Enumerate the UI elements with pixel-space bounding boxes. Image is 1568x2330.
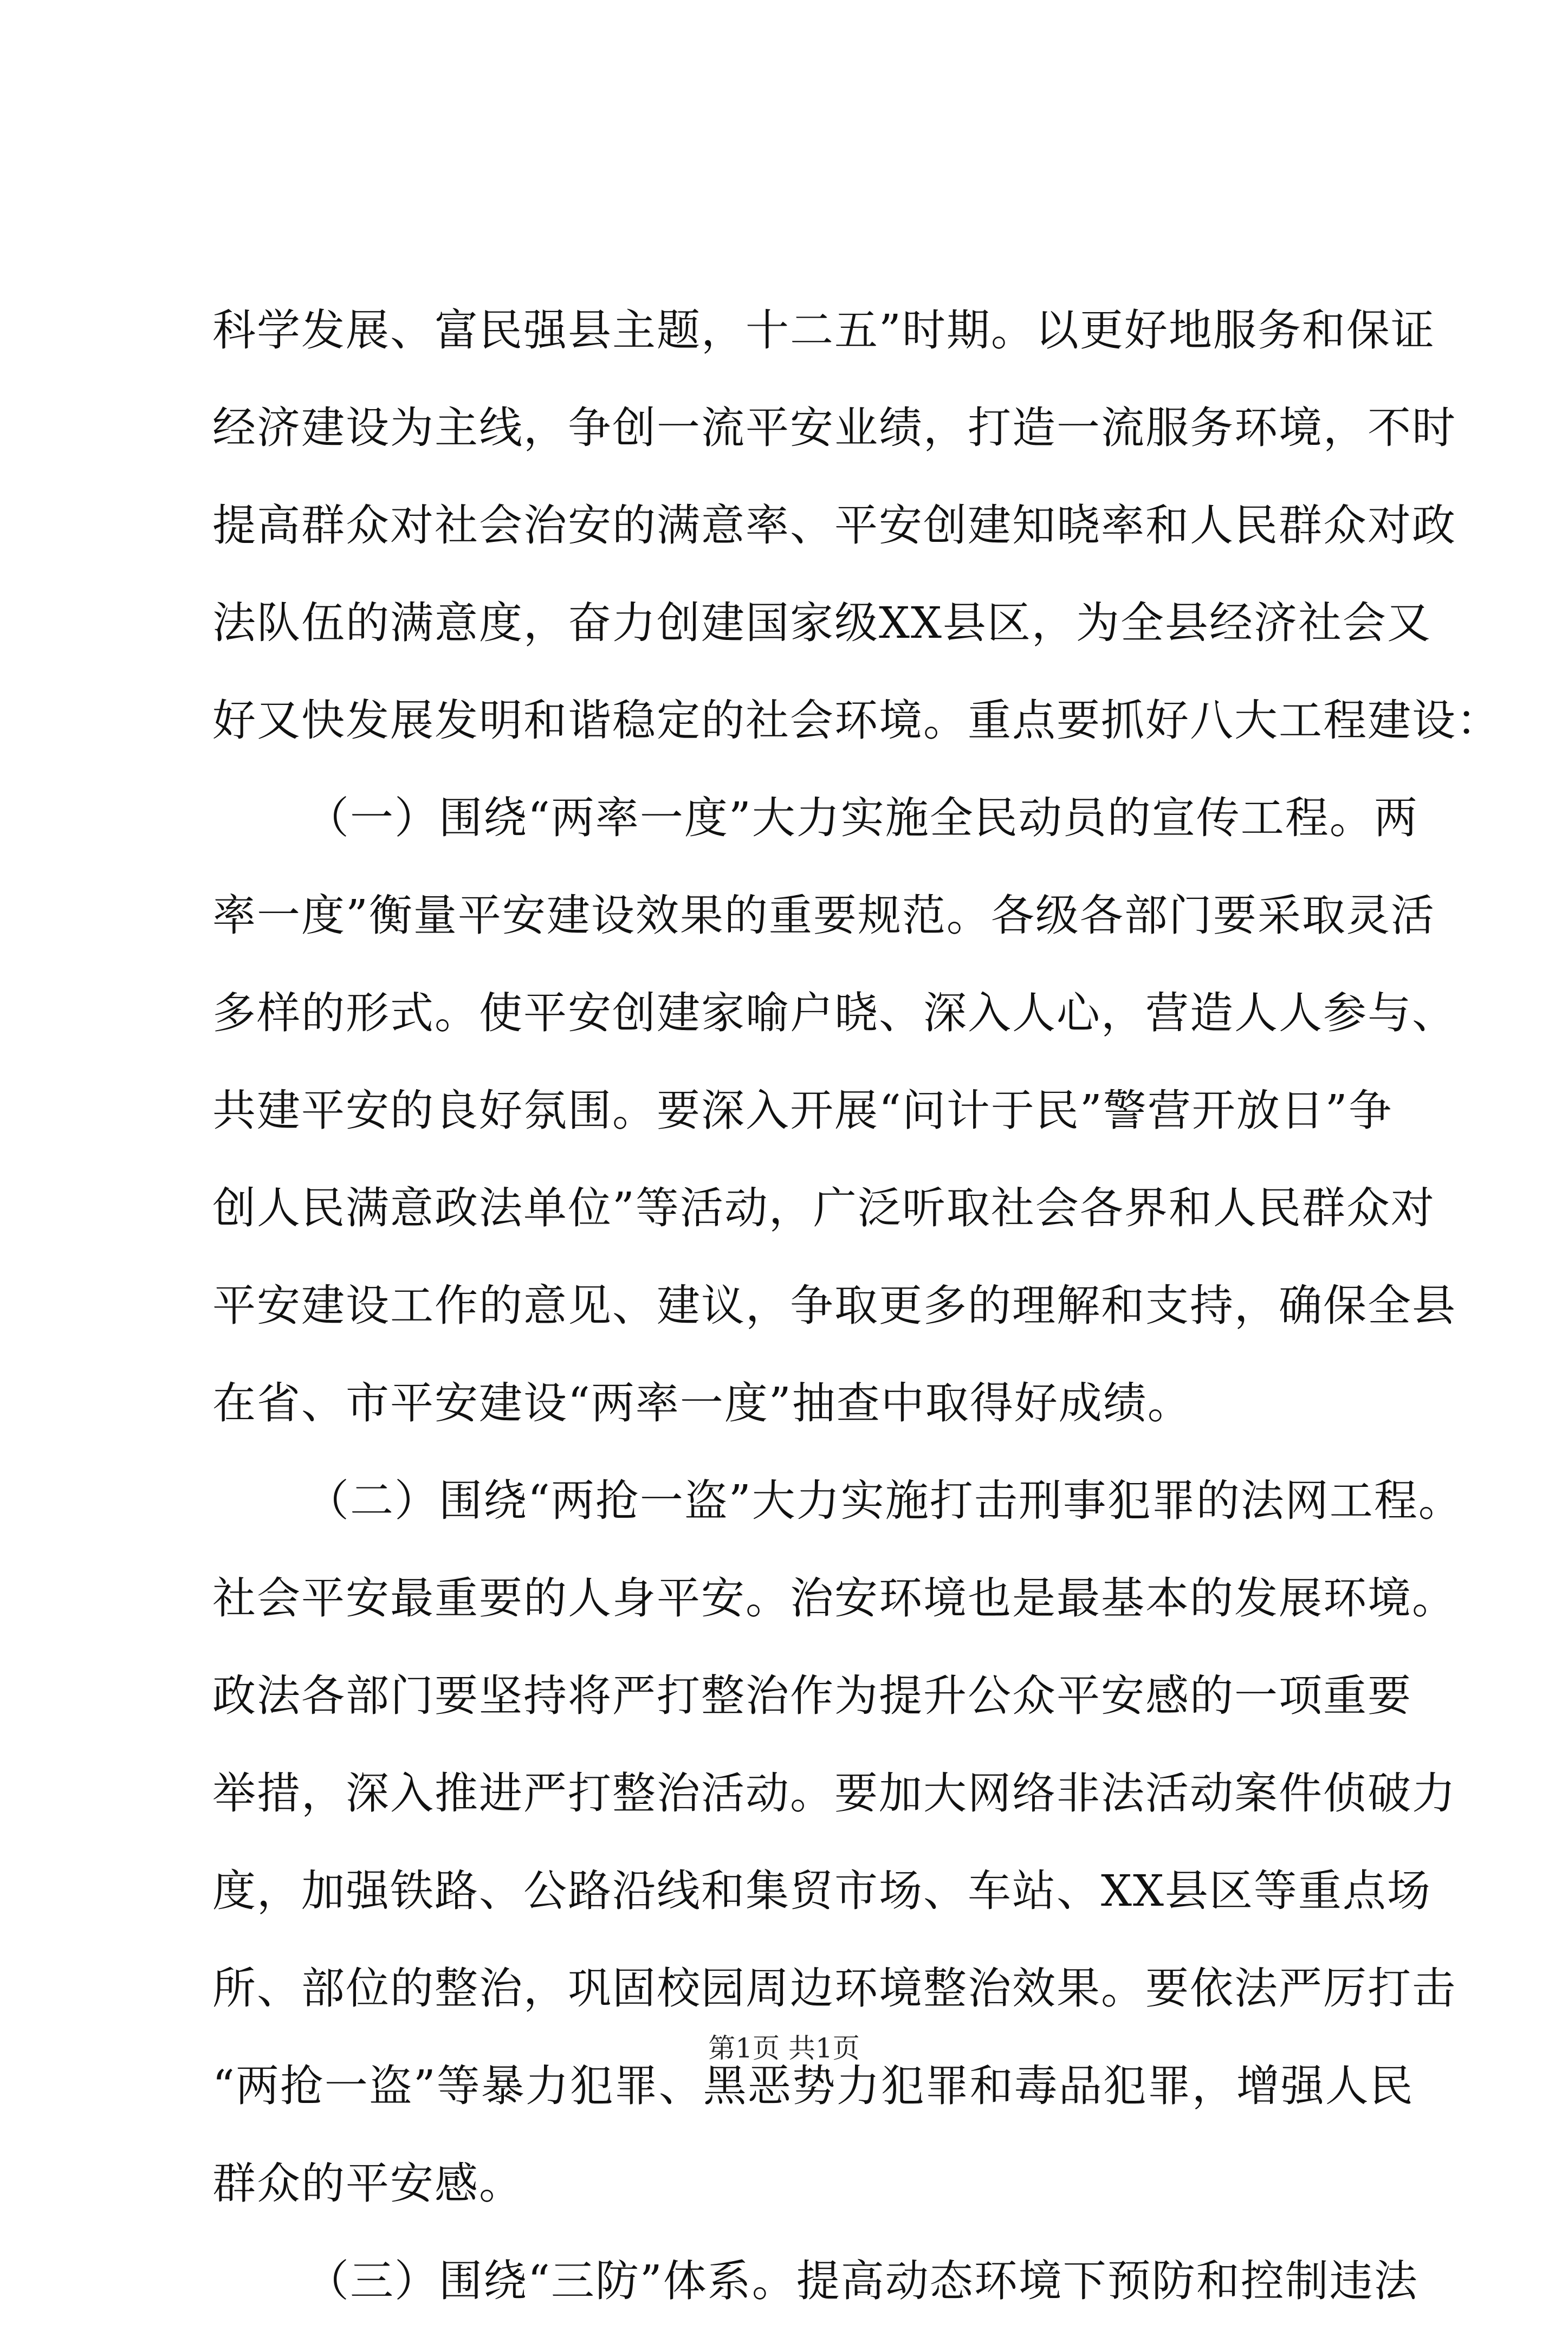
- text-line: 平安建设工作的意见、建议，争取更多的理解和支持，确保全县: [212, 1280, 1456, 1331]
- paragraph-start-line: （二）围绕“两抢一盗”大力实施打击刑事犯罪的法网工程。: [306, 1475, 1463, 1526]
- text-line: “两抢一盗”等暴力犯罪、黑恶势力犯罪和毒品犯罪，增强人民: [212, 2061, 1414, 2111]
- text-line: 提高群众对社会治安的满意率、平安创建知晓率和人民群众对政: [212, 500, 1456, 551]
- paragraph-start-line: （三）围绕“三防”体系。提高动态环境下预防和控制违法: [306, 2256, 1418, 2306]
- text-line: 好又快发展发明和谐稳定的社会环境。重点要抓好八大工程建设：: [212, 695, 1501, 746]
- page-footer: 第1页 共1页: [708, 2033, 860, 2064]
- text-line: 经济建设为主线，争创一流平安业绩，打造一流服务环境，不时: [212, 403, 1456, 453]
- text-line: 政法各部门要坚持将严打整治作为提升公众平安感的一项重要: [212, 1671, 1412, 1721]
- text-line: 社会平安最重要的人身平安。治安环境也是最基本的发展环境。: [212, 1573, 1456, 1623]
- text-line: 科学发展、富民强县主题，十二五”时期。以更好地服务和保证: [212, 305, 1435, 355]
- body-text: [212, 282, 1501, 2330]
- text-line: 法队伍的满意度，奋力创建国家级XX县区，为全县经济社会又: [212, 598, 1431, 648]
- text-line: 群众的平安感。: [212, 2158, 523, 2209]
- text-line: 度，加强铁路、公路沿线和集贸市场、车站、XX县区等重点场: [212, 1866, 1431, 1916]
- text-line: 举措，深入推进严打整治活动。要加大网络非法活动案件侦破力: [212, 1768, 1456, 1818]
- text-line: 在省、市平安建设“两率一度”抽查中取得好成绩。: [212, 1378, 1192, 1428]
- paragraph-start-line: （一）围绕“两率一度”大力实施全民动员的宣传工程。两: [306, 793, 1418, 843]
- text-line: 共建平安的良好氛围。要深入开展“问计于民”警营开放日”争: [212, 1085, 1393, 1136]
- text-line: 率一度”衡量平安建设效果的重要规范。各级各部门要采取灵活: [212, 890, 1435, 941]
- text-line: 创人民满意政法单位”等活动，广泛听取社会各界和人民群众对: [212, 1183, 1435, 1233]
- text-line: 多样的形式。使平安创建家喻户晓、深入人心，营造人人参与、: [212, 988, 1456, 1038]
- text-line: 所、部位的整治，巩固校园周边环境整治效果。要依法严厉打击: [212, 1963, 1456, 2014]
